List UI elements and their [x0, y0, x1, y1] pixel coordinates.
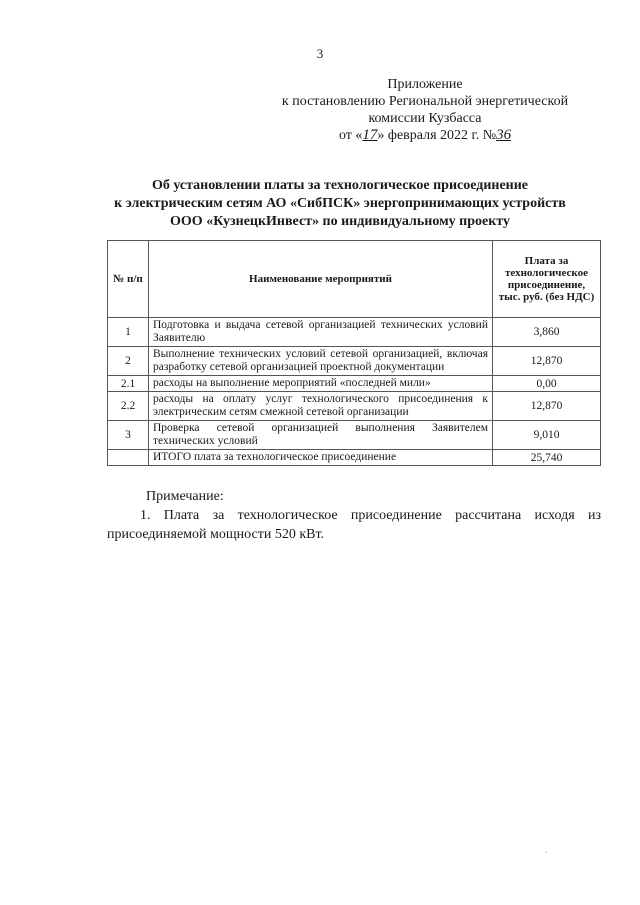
- appendix-date-line: [250, 127, 600, 144]
- header-name: Наименование мероприятий: [149, 241, 493, 318]
- table-header-row: [108, 241, 601, 318]
- row-name: расходы на оплату услуг технологического присоединения к электрическим сетям смежной сетевой организации: [149, 392, 493, 421]
- row-num: 2: [108, 347, 149, 376]
- appendix-line-3: комиссии Кузбасса: [368, 111, 482, 126]
- row-fee: 0,00: [493, 376, 601, 392]
- row-fee: 12,870: [493, 347, 601, 376]
- date-day: 17: [362, 127, 378, 143]
- row-num: 3: [108, 421, 149, 450]
- appendix-line-1: Приложение: [387, 77, 463, 92]
- note-item-1: 1. Плата за технологическое присоединение рассчитана исходя из присоединяемой мощности 520 кВт.: [107, 508, 601, 542]
- title-line-1: Об установлении платы за технологическое присоединение: [151, 178, 529, 193]
- resolution-number: 36: [496, 127, 512, 143]
- table-total-row: [108, 450, 601, 466]
- date-middle: » февраля 2022 г. №: [377, 128, 497, 143]
- row-fee: 25,740: [493, 450, 601, 466]
- row-num: [108, 450, 149, 466]
- row-name: ИТОГО плата за технологическое присоединение: [149, 450, 493, 466]
- row-fee: 3,860: [493, 318, 601, 347]
- row-num: 2.2: [108, 392, 149, 421]
- table-row: [108, 318, 601, 347]
- row-name: расходы на выполнение мероприятий «последней мили»: [149, 376, 493, 392]
- row-name: Проверка сетевой организацией выполнения Заявителем технических условий: [149, 421, 493, 450]
- row-name: Выполнение технических условий сетевой организацией, включая разработку сетевой организацией проектной документации: [149, 347, 493, 376]
- header-num: № п/п: [108, 241, 149, 318]
- table-row: [108, 421, 601, 450]
- row-fee: 9,010: [493, 421, 601, 450]
- table-row: [108, 347, 601, 376]
- page-number: 3: [316, 46, 324, 61]
- table-row: [108, 392, 601, 421]
- note-heading: Примечание:: [146, 489, 224, 504]
- title-line-3: ООО «КузнецкИнвест» по индивидуальному проекту: [170, 214, 510, 229]
- row-num: 1: [108, 318, 149, 347]
- table-row: [108, 376, 601, 392]
- appendix-header: [250, 76, 600, 144]
- header-fee: Плата за технологическое присоединение, тыс. руб. (без НДС): [493, 241, 601, 318]
- document-title: [80, 177, 600, 231]
- row-fee: 12,870: [493, 392, 601, 421]
- row-num: 2.1: [108, 376, 149, 392]
- title-line-2: к электрическим сетям АО «СибПСК» энергопринимающих устройств: [114, 196, 566, 211]
- footer-mark: .: [545, 845, 548, 856]
- date-prefix: от «: [338, 128, 363, 143]
- appendix-line-2: к постановлению Региональной энергетической: [281, 94, 569, 109]
- fees-table: [107, 240, 601, 466]
- row-name: Подготовка и выдача сетевой организацией технических условий Заявителю: [149, 318, 493, 347]
